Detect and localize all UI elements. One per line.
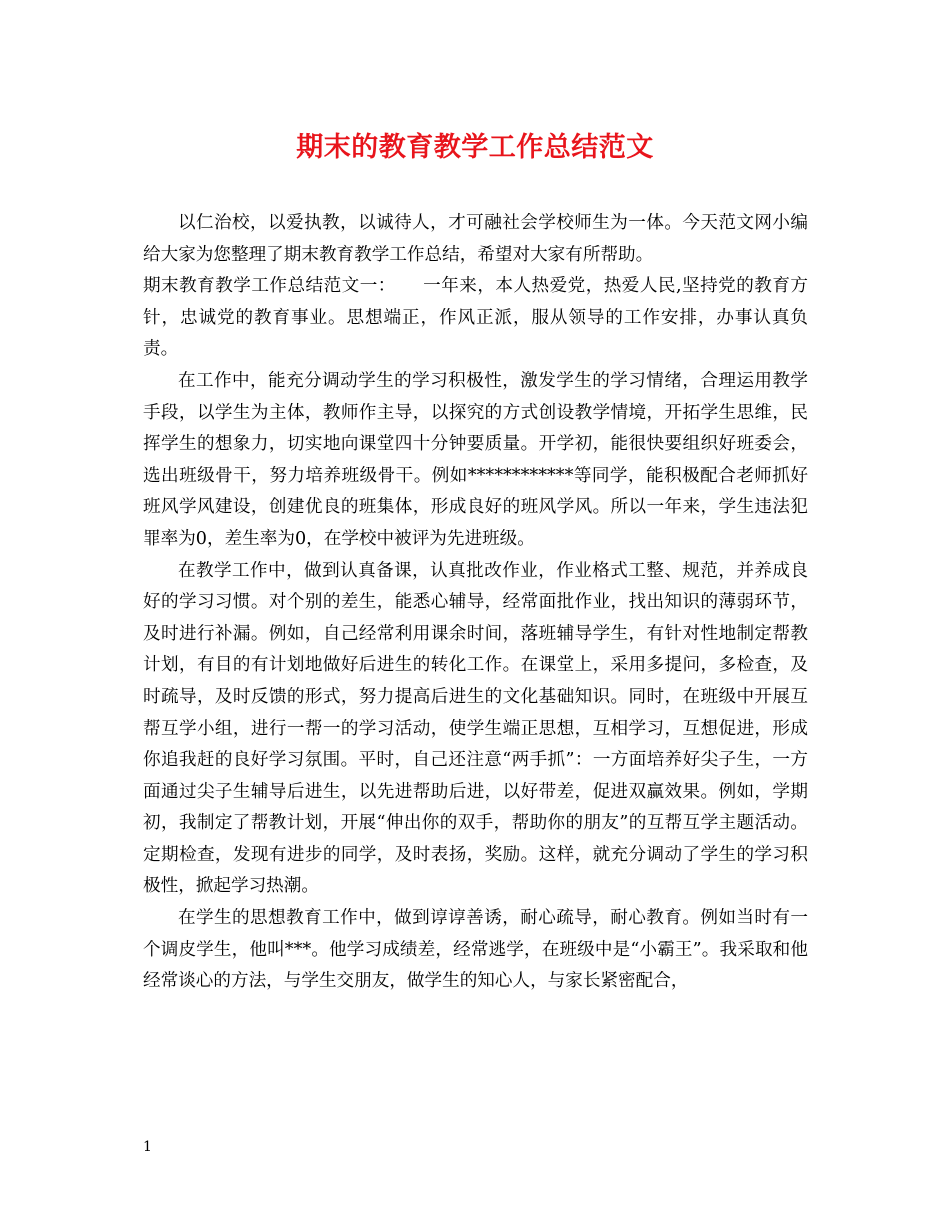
- page-number: 1: [143, 1139, 152, 1155]
- document-title: 期末的教育教学工作总结范文: [296, 132, 654, 163]
- paragraph-teaching: 在教学工作中，做到认真备课，认真批改作业，作业格式工整、规范，并养成良好的学习习惯。对个别的差生，能悉心辅导，经常面批作业，找出知识的薄弱环节，及时进行补漏。例如，自己经常利用课余时间，落班辅导学生，有针对性地制定帮教计划，有目的有计划地做好后进生的转化工作。在课堂上，采用多提问，多检查，及时疏导，及时反馈的形式，努力提高后进生的文化基础知识。同时，在班级中开展互帮互学小组，进行一帮一的学习活动，使学生端正思想，互相学习，互想促进，形成你追我赶的良好学习氛围。平时，自己还注意“两手抓”：一方面培养好尖子生，一方面通过尖子生辅导后进生，以先进帮助后进，以好带差，促进双赢效果。例如，学期初，我制定了帮教计划，开展“伸出你的双手，帮助你的朋友”的互帮互学主题活动。定期检查，发现有进步的同学，及时表扬，奖励。这样，就充分调动了学生的学习积极性，掀起学习热潮。: [143, 560, 808, 897]
- paragraph-intro: 以仁治校，以爱执教，以诚待人，才可融社会学校师生为一体。今天范文网小编给大家为您整理了期末教育教学工作总结，希望对大家有所帮助。: [143, 213, 808, 265]
- paragraph-sample-one: 期末教育教学工作总结范文一： 一年来，本人热爱党，热爱人民,坚持党的教育方针，忠诚党的教育事业。思想端正，作风正派，服从领导的工作安排，办事认真负责。: [143, 276, 808, 360]
- document-body: [143, 208, 808, 998]
- paragraph-moral-education: 在学生的思想教育工作中，做到谆谆善诱，耐心疏导，耐心教育。例如当时有一个调皮学生，他叫***。他学习成绩差，经常逃学，在班级中是“小霸王”。我采取和他经常谈心的方法，与学生交朋友，做学生的知心人，与家长紧密配合，: [143, 908, 808, 992]
- paragraph-work: 在工作中，能充分调动学生的学习积极性，激发学生的学习情绪，合理运用教学手段，以学生为主体，教师作主导，以探究的方式创设教学情境，开拓学生思维，民挥学生的想象力，切实地向课堂四十分钟要质量。开学初，能很快要组织好班委会，选出班级骨干，努力培养班级骨干。例如************等同学，能积极配合老师抓好班风学风建设，创建优良的班集体，形成良好的班风学风。所以一年来，学生违法犯罪率为0，差生率为0，在学校中被评为先进班级。: [143, 370, 808, 549]
